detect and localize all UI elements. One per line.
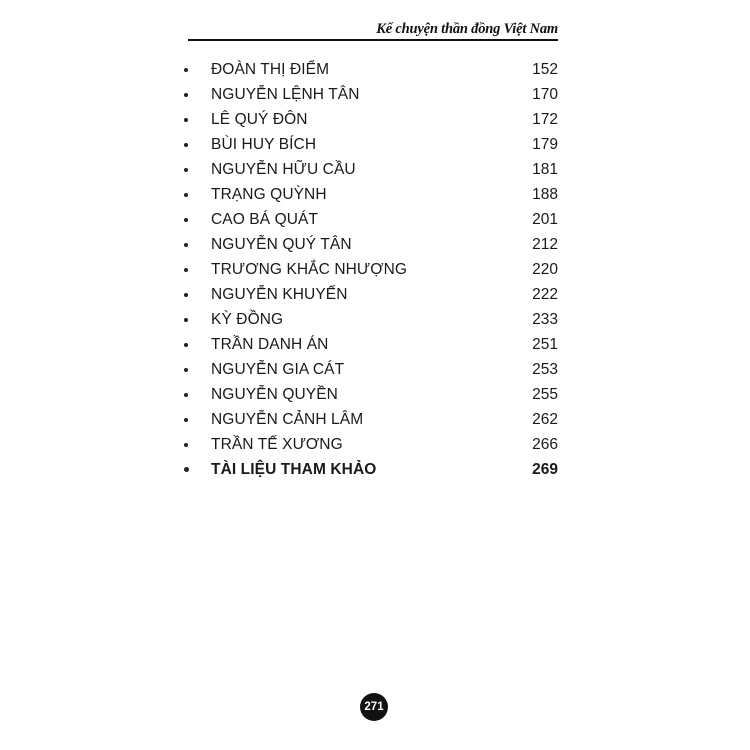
toc-entry-page: 179	[532, 136, 558, 153]
bullet-icon	[184, 218, 188, 222]
toc-entry	[184, 307, 558, 332]
bullet-icon	[184, 393, 188, 397]
toc-entry-title: LÊ QUÝ ĐÔN	[211, 111, 308, 128]
toc-entry-title: NGUYỄN HỮU CẦU	[211, 161, 356, 178]
toc-entry-page: 222	[532, 286, 558, 303]
toc-entry-title: NGUYỄN CẢNH LÂM	[211, 411, 364, 428]
bullet-icon	[184, 268, 188, 272]
toc-entry-title: NGUYỄN GIA CÁT	[211, 361, 345, 378]
toc-entry-title: TRƯƠNG KHẮC NHƯỢNG	[211, 261, 408, 278]
toc-entry	[184, 357, 558, 382]
toc-entry-page: 253	[532, 361, 558, 378]
toc-entry	[184, 132, 558, 157]
toc-entry-page: 266	[532, 436, 558, 453]
bullet-icon	[184, 293, 188, 297]
toc-entry-title: TRẠNG QUỲNH	[211, 186, 327, 203]
bullet-icon	[184, 243, 188, 247]
toc-entry	[184, 282, 558, 307]
toc-entry-page: 181	[532, 161, 558, 178]
toc-entry-title: NGUYỄN LỆNH TÂN	[211, 86, 360, 103]
bullet-icon	[184, 193, 188, 197]
toc-entry	[184, 157, 558, 182]
toc-entry-page: 269	[532, 461, 558, 478]
toc-entry-page: 262	[532, 411, 558, 428]
toc-entry	[184, 82, 558, 107]
bullet-icon	[184, 68, 188, 72]
toc-entry	[184, 207, 558, 232]
toc-entry-page: 201	[532, 211, 558, 228]
toc-entry-page: 233	[532, 311, 558, 328]
table-of-contents	[184, 57, 558, 482]
bullet-icon	[184, 93, 188, 97]
toc-entry	[184, 407, 558, 432]
bullet-icon	[184, 443, 188, 447]
toc-entry-page: 172	[532, 111, 558, 128]
bullet-icon	[184, 418, 188, 422]
toc-entry-title: TÀI LIỆU THAM KHẢO	[211, 461, 377, 478]
toc-entry	[184, 232, 558, 257]
toc-entry	[184, 432, 558, 457]
toc-entry-page: 152	[532, 61, 558, 78]
toc-entry-title: NGUYỄN KHUYẾN	[211, 286, 348, 303]
bullet-icon	[184, 318, 188, 322]
running-title: Kể chuyện thần đồng Việt Nam	[376, 21, 558, 37]
bullet-icon	[184, 467, 189, 472]
toc-entry-page: 251	[532, 336, 558, 353]
bullet-icon	[184, 118, 188, 122]
toc-entry-title: CAO BÁ QUÁT	[211, 211, 319, 228]
toc-entry-title: KỲ ĐỒNG	[211, 311, 284, 328]
header-rule	[188, 39, 558, 41]
toc-entry-page: 255	[532, 386, 558, 403]
toc-entry-page: 188	[532, 186, 558, 203]
toc-entry-title: TRẦN TẾ XƯƠNG	[211, 436, 343, 453]
bullet-icon	[184, 343, 188, 347]
toc-entry	[184, 257, 558, 282]
toc-entry	[184, 107, 558, 132]
bullet-icon	[184, 368, 188, 372]
toc-entry-references	[184, 457, 558, 482]
toc-entry-page: 212	[532, 236, 558, 253]
toc-entry-title: ĐOÀN THỊ ĐIỂM	[211, 61, 330, 78]
page-number-badge: 271	[360, 693, 388, 721]
toc-entry-title: NGUYỄN QUÝ TÂN	[211, 236, 352, 253]
toc-entry-title: NGUYỄN QUYỀN	[211, 386, 338, 403]
toc-entry-title: BÙI HUY BÍCH	[211, 136, 317, 153]
toc-entry-page: 170	[532, 86, 558, 103]
toc-entry	[184, 382, 558, 407]
toc-entry	[184, 57, 558, 82]
toc-entry-title: TRẦN DANH ÁN	[211, 336, 329, 353]
bullet-icon	[184, 143, 188, 147]
bullet-icon	[184, 168, 188, 172]
toc-entry	[184, 182, 558, 207]
toc-entry	[184, 332, 558, 357]
toc-entry-page: 220	[532, 261, 558, 278]
